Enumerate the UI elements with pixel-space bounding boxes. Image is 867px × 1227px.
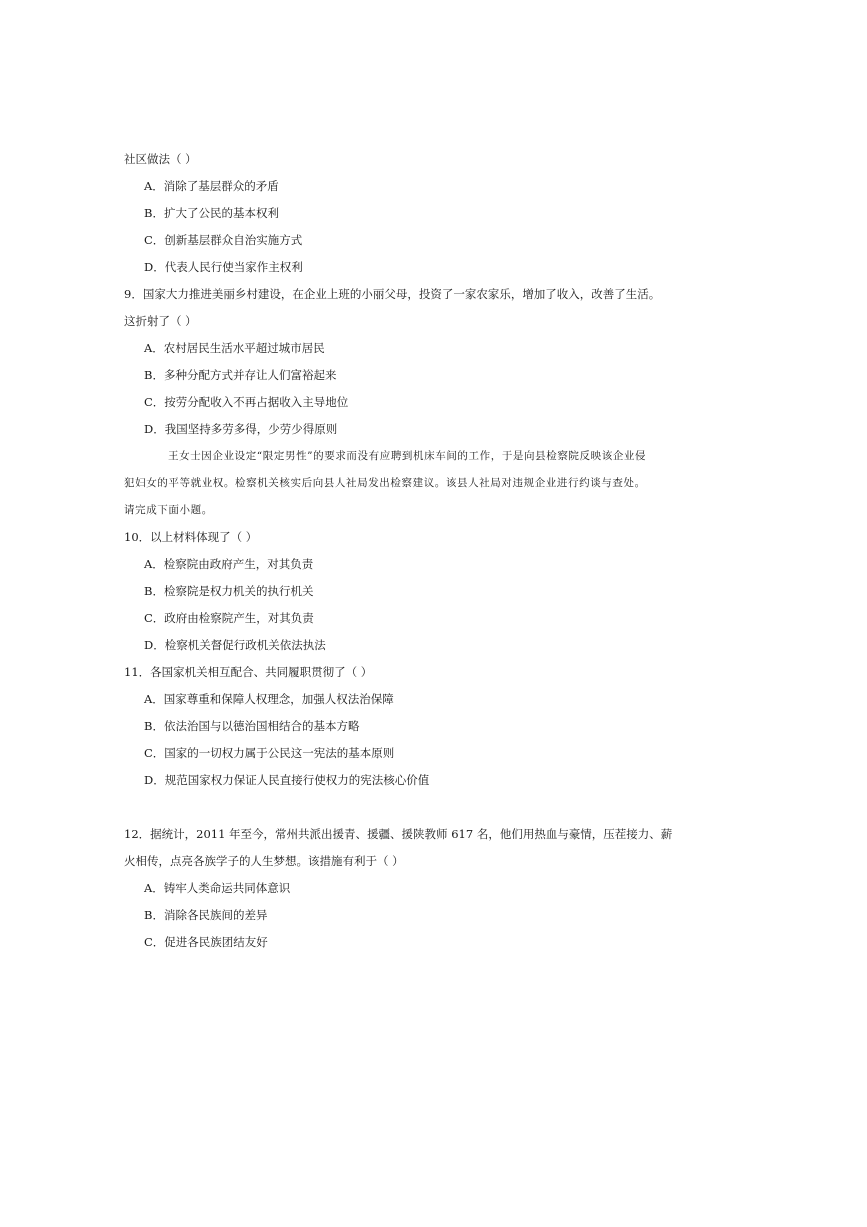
question-11-stem: 11．各国家机关相互配合、共同履职贯彻了（ ） [124,665,373,679]
question-8-stem-end: 社区做法（ ） [124,152,197,166]
question-10-stem: 10．以上材料体现了（ ） [124,530,258,544]
question-11-option-c: C．国家的一切权力属于公民这一宪法的基本原则 [144,746,395,760]
material-line-3: 请完成下面小题。 [124,504,213,516]
question-12-option-b: B．消除各民族间的差异 [144,908,268,922]
question-8-option-c: C．创新基层群众自治实施方式 [144,233,303,247]
material-line-2: 犯妇女的平等就业权。检察机关核实后向县人社局发出检察建议。该县人社局对违规企业进行约谈与查处。 [124,477,646,489]
question-12-option-c: C．促进各民族团结友好 [144,935,268,949]
question-10-option-b: B．检察院是权力机关的执行机关 [144,584,314,598]
question-11-option-d: D．规范国家权力保证人民直接行使权力的宪法核心价值 [144,773,430,787]
question-12-stem: 12．据统计，2011 年至今，常州共派出援青、援疆、援陕教师 617 名，他们用热血与豪情，压茬接力、薪 [124,827,673,841]
material-line-1: 王女士因企业设定“限定男性”的要求而没有应聘到机床车间的工作，于是向县检察院反映该企业侵 [168,450,647,462]
question-9-stem: 9．国家大力推进美丽乡村建设，在企业上班的小丽父母，投资了一家农家乐，增加了收入，改善了生活。 [124,287,661,301]
question-8-option-a: A．消除了基层群众的矛盾 [144,179,279,193]
question-8-option-b: B．扩大了公民的基本权利 [144,206,279,220]
question-10-option-c: C．政府由检察院产生，对其负责 [144,611,314,625]
question-10-option-d: D．检察机关督促行政机关依法执法 [144,638,326,652]
question-9-option-d: D．我国坚持多劳多得，少劳少得原则 [144,422,338,436]
question-12-stem-cont: 火相传，点亮各族学子的人生梦想。该措施有利于（ ） [124,854,404,868]
question-9-option-c: C．按劳分配收入不再占据收入主导地位 [144,395,349,409]
question-9-option-b: B．多种分配方式并存让人们富裕起来 [144,368,337,382]
question-9-stem-cont: 这折射了（ ） [124,314,197,328]
question-10-option-a: A．检察院由政府产生，对其负责 [144,557,314,571]
question-11-option-a: A．国家尊重和保障人权理念，加强人权法治保障 [144,692,394,706]
question-9-option-a: A．农村居民生活水平超过城市居民 [144,341,325,355]
question-8-option-d: D．代表人民行使当家作主权利 [144,260,303,274]
question-11-option-b: B．依法治国与以德治国相结合的基本方略 [144,719,360,733]
question-12-option-a: A．铸牢人类命运共同体意识 [144,881,291,895]
